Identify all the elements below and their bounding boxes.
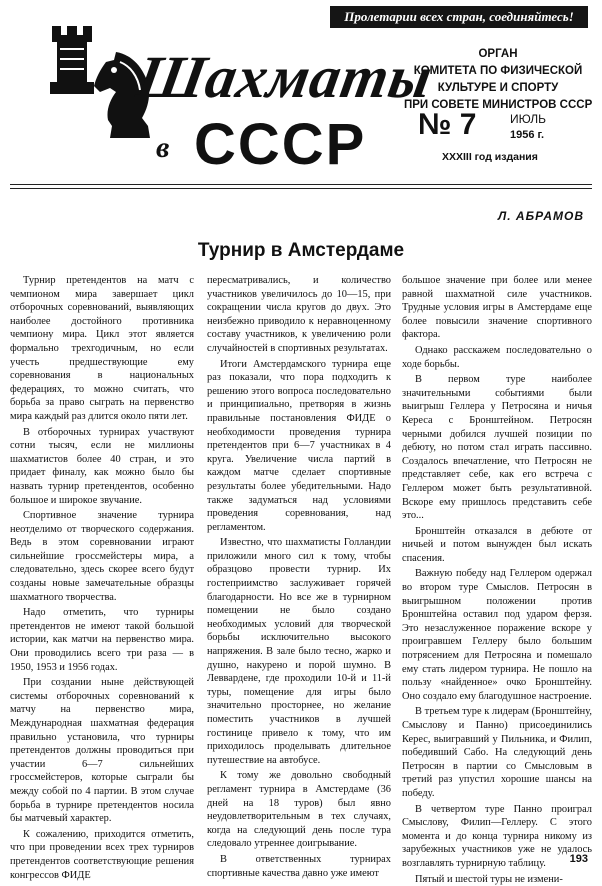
article-column-2 [207,274,391,879]
issue-month: ИЮЛЬ [510,112,546,126]
paragraph: К сожалению, приходится отметить, что при проведении всех трех турниров претендентов соответствующие решения конгрессов ФИДЕ [10,828,194,881]
paragraph: Бронштейн отказался в дебюте от ничьей и потом вынужден был искать спасения. [402,525,592,564]
organ-line: КОМИТЕТА ПО ФИЗИЧЕСКОЙ [413,65,583,77]
organ-line: ОРГАН [478,48,518,60]
paragraph: пересматривались, и количество участников увеличилось до 10—15, при сокращении числа кругов до двух. Это неизбежно приводило к неравноценному составу участников, к увеличению роли случайностей в спортивных результатах. [207,275,391,354]
paragraph: В отборочных турнирах участвуют сотни тысяч, если не миллионы шахматистов более 40 стран, и это придает финалу, как можно было бы назвать турнир претендентов, особенно большое и широкое звучание. [10,426,194,506]
paragraph: При создании ныне действующей системы отборочных соревнований к матчу на первенство мира, Международная шахматная федерация правильно установила, что турниры претендентов должны проводиться при участии 6—7 сильнейших гроссмейстеров, которые сыграли бы между собой по 4 партии. В этом случае борьба в турнире претендентов носила бы матчевый характер. [10,677,194,825]
paragraph: В третьем туре к лидерам (Бронштейну, Смыслову и Панно) присоединились Керес, выигравший у Пильника, и Филип, победивший Сабо. На следующий день Петросян в партии со Смысловым в третий раз упустил хорошие шансы на победу. [402,706,592,799]
header-rule-top [10,184,592,185]
paragraph: Известно, что шахматисты Голландии приложили много сил к тому, чтобы образцово провести турнир. Их гостеприимство заслуживает горячей благодарности. Но все же в турнирном помещении не было создано необходимых условий для творческой борьбы исключительно высокого напряжения. В зале было тесно, жарко и душно, накурено и порой шумно. В Леввардене, где проходили 10-й и 11-й туры, помещение для игры было значительно просторнее, но желание поместить участников в лучшей гостинице привело к тому, что им приходилось проделывать длительное путешествие на автобусе. [207,537,391,766]
paragraph: Надо отметить, что турниры претендентов не имеют такой большой истории, как матчи на первенство мира. Они проводились всего три раза — в 1950, 1953 и 1956 годах. [10,607,194,673]
masthead-title-v: в [156,131,170,164]
paragraph: Пятый и шестой туры не измени- [415,873,563,885]
paragraph: Итоги Амстердамского турнира еще раз показали, что пора подходить к решению этого вопроса последовательно и принципиально, претворяя в жизнь правильные постановления ФИДЕ о необходимости проведения турнира претендентов при 6—7 участниках в 4 круга. Увеличение числа партий в каждом матче сделает спортивные результаты более убедительными. Надо также задуматься над условиями проведения соревнования, над регламентом. [207,358,391,533]
header-rule-bottom [10,188,592,189]
organ-line: ПРИ СОВЕТЕ МИНИСТРОВ СССР [404,99,593,111]
organ-line: КУЛЬТУРЕ И СПОРТУ [437,82,559,94]
slogan-banner: Пролетарии всех стран, соединяйтесь! [330,6,588,28]
masthead-title-ussr: СССР [194,112,367,177]
issue-number: № 7 [418,108,477,141]
page-number: 193 [569,853,588,865]
paragraph: Спортивное значение турнира неотделимо от творческого содержания. Ведь в этом соревновании играют сильнейшие гроссмейстеры мира, а следовательно, здесь скорее всего будут созданы новые замечательные образцы шахматного творчества. [10,510,194,603]
masthead-title-shakhmaty: Шахматы [132,44,438,110]
publisher-organ [404,46,592,114]
paragraph: Турнир претендентов на матч с чемпионом мира завершает цикл отборочных соревнований, выявляющих наиболее достойного противника чемпиону мира. Цикл этот является формально трехгодичным, но если учесть предшествующие ему соревнования в национальных федерациях, то можно считать, что борьба за право сыграть на первенство мира каждый раз длится около пяти лет. [10,275,194,422]
paragraph: Важную победу над Геллером одержал во втором туре Смыслов. Петросян в выигрышном положении против Бронштейна оставил под ударом ферзя. Это незаслуженное поражение вскоре у проигравшем Геллеру было большим потрясением для Петросяна и помешало ему стать лидером турнира. Не пошло на пользу «найденное» очко Бронштейну. Оно создало ему благодушное настроение. [402,568,592,702]
paragraph: Однако расскажем последовательно о ходе борьбы. [402,344,592,370]
issue-year: 1956 г. [510,129,545,141]
masthead [8,24,438,177]
paragraph: В ответственных турнирах спортивные качества давно уже имеют [207,853,391,879]
paragraph: В четвертом туре Панно проиграл Смыслову, Филип—Геллеру. С этого момента и до конца турнира никому из зарубежных участников уже не удалось возглавлять турнирную таблицу. [402,803,592,869]
paragraph: К тому же довольно свободный регламент турнира в Амстердаме (36 дней на 18 туров) был явно неудовлетворительным в тех случаях, когда на следующий день после тура следовало утреннее доигрывание. [207,770,391,850]
article-column-1 [10,274,194,881]
edition-year: XXXIII год издания [442,151,538,163]
article-author: Л. АБРАМОВ [498,209,584,223]
paragraph: большое значение при более или менее равной шахматной силе участников. Трудные условия игры в Амстердаме еще более повысили значение спортивного фактора. [402,275,592,341]
paragraph: В первом туре наиболее значительными событиями были выигрыш Геллера у Петросяна и ничья Кереса с Бронштейном. Петросян черными добился лучшей позиции по дебюту, но потом стал играть пассивно. Создалось впечатление, что Петросян не представляет себе, как его встреча с Геллером может быть результативной. Вскоре ему пришлось представить себе это... [402,374,592,522]
article-title: Турнир в Амстердаме [197,240,405,261]
